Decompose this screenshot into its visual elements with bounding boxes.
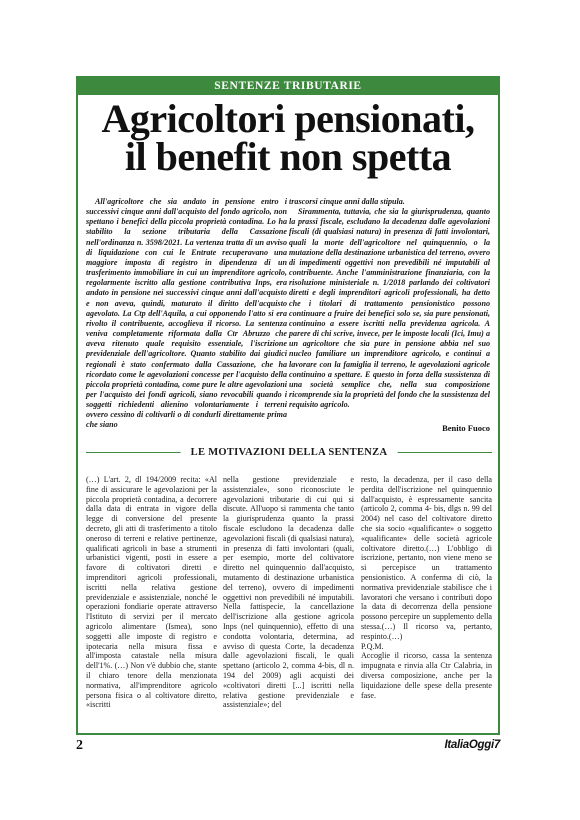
subheading-text: LE MOTIVAZIONI DELLA SENTENZA [181,446,398,460]
body-column-2 [223,475,354,710]
body-paragraph: resto, la decadenza, per il caso della perdita dell'iscrizione nel quinquennio dall'acquisto, è espressamente sancita (articolo 2, comma 4- bis, dlgs n. 99 del 2004) nel caso del coltivatore diretto che sia socio «qualificante» o soggetto «qualificante» delle società agricole coltivatore diretto.(…) L'obbligo di iscrizione, pertanto, non viene meno se si percepisce un trattamento pensionistico. A conferma di ciò, la normativa previdenziale stabilisce che i lavoratori che versano i contributi dopo la data di decorrenza della pensione possono percepire un supplemento della stessa.(…) Il ricorso va, pertanto, respinto.(…) [361,475,492,641]
lede-column-left [86,197,287,431]
headline-line-1: Agricoltori pensionati, [101,96,475,141]
body-column-1 [86,475,217,710]
headline-line-2: il benefit non spetta [124,134,452,179]
body-paragraph: nella gestione previdenziale e assistenziale», sono riconosciute le agevolazioni tributarie di cui qui si discute. All'uopo si rammenta che tanto la giurisprudenza quanto la prassi fiscale escludono la decadenza dalle agevolazioni fiscali (di qualsiasi natura), in presenza di fatti involontari (quali, per esempio, morte del coltivatore diretto nel quinquennio dall'acquisto, mutamento di destinazione urbanistica del terreno), ovvero di impedimenti oggettivi non prevedibili né imputabili. Nella fattispecie, la cancellazione dell'iscrizione alla gestione agricola Inps (nel quinquennio), effetto di una condotta volontaria, determina, ad avviso di questa Corte, la decadenza dalle agevolazioni fiscali, le quali spettano (articolo 2, comma 4-bis, dl n. 194 del 2009) agli acquisti dei «coltivatori diretti [...] iscritti nella relativa gestione previdenziale e assistenziale»; del [223,475,354,710]
lede-paragraph: Sirammenta, tuttavia, che sia la giurisprudenza, quanto la prassi fiscale, escludano la decadenza dalle agevolazioni fiscali (di qualsiasi natura) in presenza di fatti involontari, quali la morte dell'agricoltore nel quinquennio, o la mutazione della destinazione urbanistica del terreno, ovvero di impedimenti oggettivi non prevedibili né imputabili al contribuente. Anche l'amministrazione finanziaria, con la risoluzione ministeriale n. 1/2018 parlando dei coltivatori diretti e degli imprenditori agricoli professionali, ha detto che i titolari di trattamento pensionistico possono continuare a fruire dei benefici solo se, sia pure pensionati, continuino a essere iscritti nella previdenza agricola. A parere di chi scrive, invece, per le imposte locali (Ici, Imu) a un agricoltore che sia pure in pensione abbia nel suo nucleo familiare un imprenditore agricolo, e continui a lavorare con la famiglia il terreno, le agevolazioni agricole continuino a spettare. E questo in forza della sussistenza di una società semplice che, nella sua composizione ricomprende sia la proprietà del fondo che la sussistenza del requisito agricolo. [289,207,490,410]
body-paragraph: Accoglie il ricorso, cassa la sentenza impugnata e rinvia alla Ctr Calabria, in diversa composizione, anche per la liquidazione delle spese della presente fase. [361,651,492,700]
lede-paragraph: trascorsi cinque anni dalla stipula. [289,197,405,206]
subheading [86,446,492,460]
body-paragraph: P.Q.M. [361,641,384,651]
lede-column-right [289,197,490,410]
lede-paragraph: All'agricoltore che sia andato in pensione entro i successivi cinque anni dall'acquisto del fondo agricolo, non spettano i benefici della piccola proprietà contadina. Lo ha stabilito la sezione tributaria della Cassazione nell'ordinanza n. 3598/2021. La vertenza tratta di un avviso di liquidazione con cui le Entrate recuperavano una maggiore imposta di registro in dipendenza di un trasferimento immobiliare in cui un imprenditore agricolo, regolarmente iscritto alla gestione contributiva Inps, era andato in pensione nei successivi cinque anni dall'acquisto e non aveva, quindi, maturato il diritto dell'acquisto agevolato. La Ctp dell'Aquila, a cui opponendo l'atto si era rivolto il contribuente, accoglieva il ricorso. La sentenza veniva completamente riformata dalla Ctr Abruzzo che aveva ritenuto quale requisito essenziale, l'iscrizione previdenziale dell'agricoltore. Quanto stabilito dai giudici regionali è stato confermato dalla Cassazione, che ha ricordato come le agevolazioni concesse per l'acquisto della piccola proprietà contadina, come pure le altre agevolazioni per l'acquisto dei fondi agricoli, siano revocabili quando i soggetti richiedenti alienino volontariamente i terreni ovvero cessino di coltivarli o di condurli direttamente prima che siano [86,197,287,430]
headline [78,96,498,179]
author-byline: Benito Fuoco [442,423,490,433]
body-column-3 [361,475,492,700]
body-paragraph: (…) L'art. 2, dl 194/2009 recita: «Al fine di assicurare le agevolazioni per la piccola proprietà contadina, a decorrere dalla data di entrata in vigore della legge di conversione del presente decreto, gli atti di trasferimento a titolo oneroso di terreni e relative pertinenze, qualificati agricoli in base a strumenti urbanistici vigenti, posti in essere a favore di coltivatori diretti e imprenditori agricoli professionali, iscritti nella relativa gestione previdenziale e assistenziale, nonché le operazioni fondiarie operate attraverso l'Istituto di servizi per il mercato agricolo alimentare (Ismea), sono soggetti alle imposte di registro e ipotecaria nella misura fissa e all'imposta catastale nella misura dell'1%. (…) Non v'è dubbio che, stante il chiaro tenore della menzionata normativa, all'imprenditore agricolo persona fisica o al coltivatore diretto, «iscritti [86,475,217,710]
page-number: 2 [76,738,83,753]
publication-logo: ItaliaOggi7 [444,739,500,751]
section-label: SENTENZE TRIBUTARIE [78,78,498,95]
